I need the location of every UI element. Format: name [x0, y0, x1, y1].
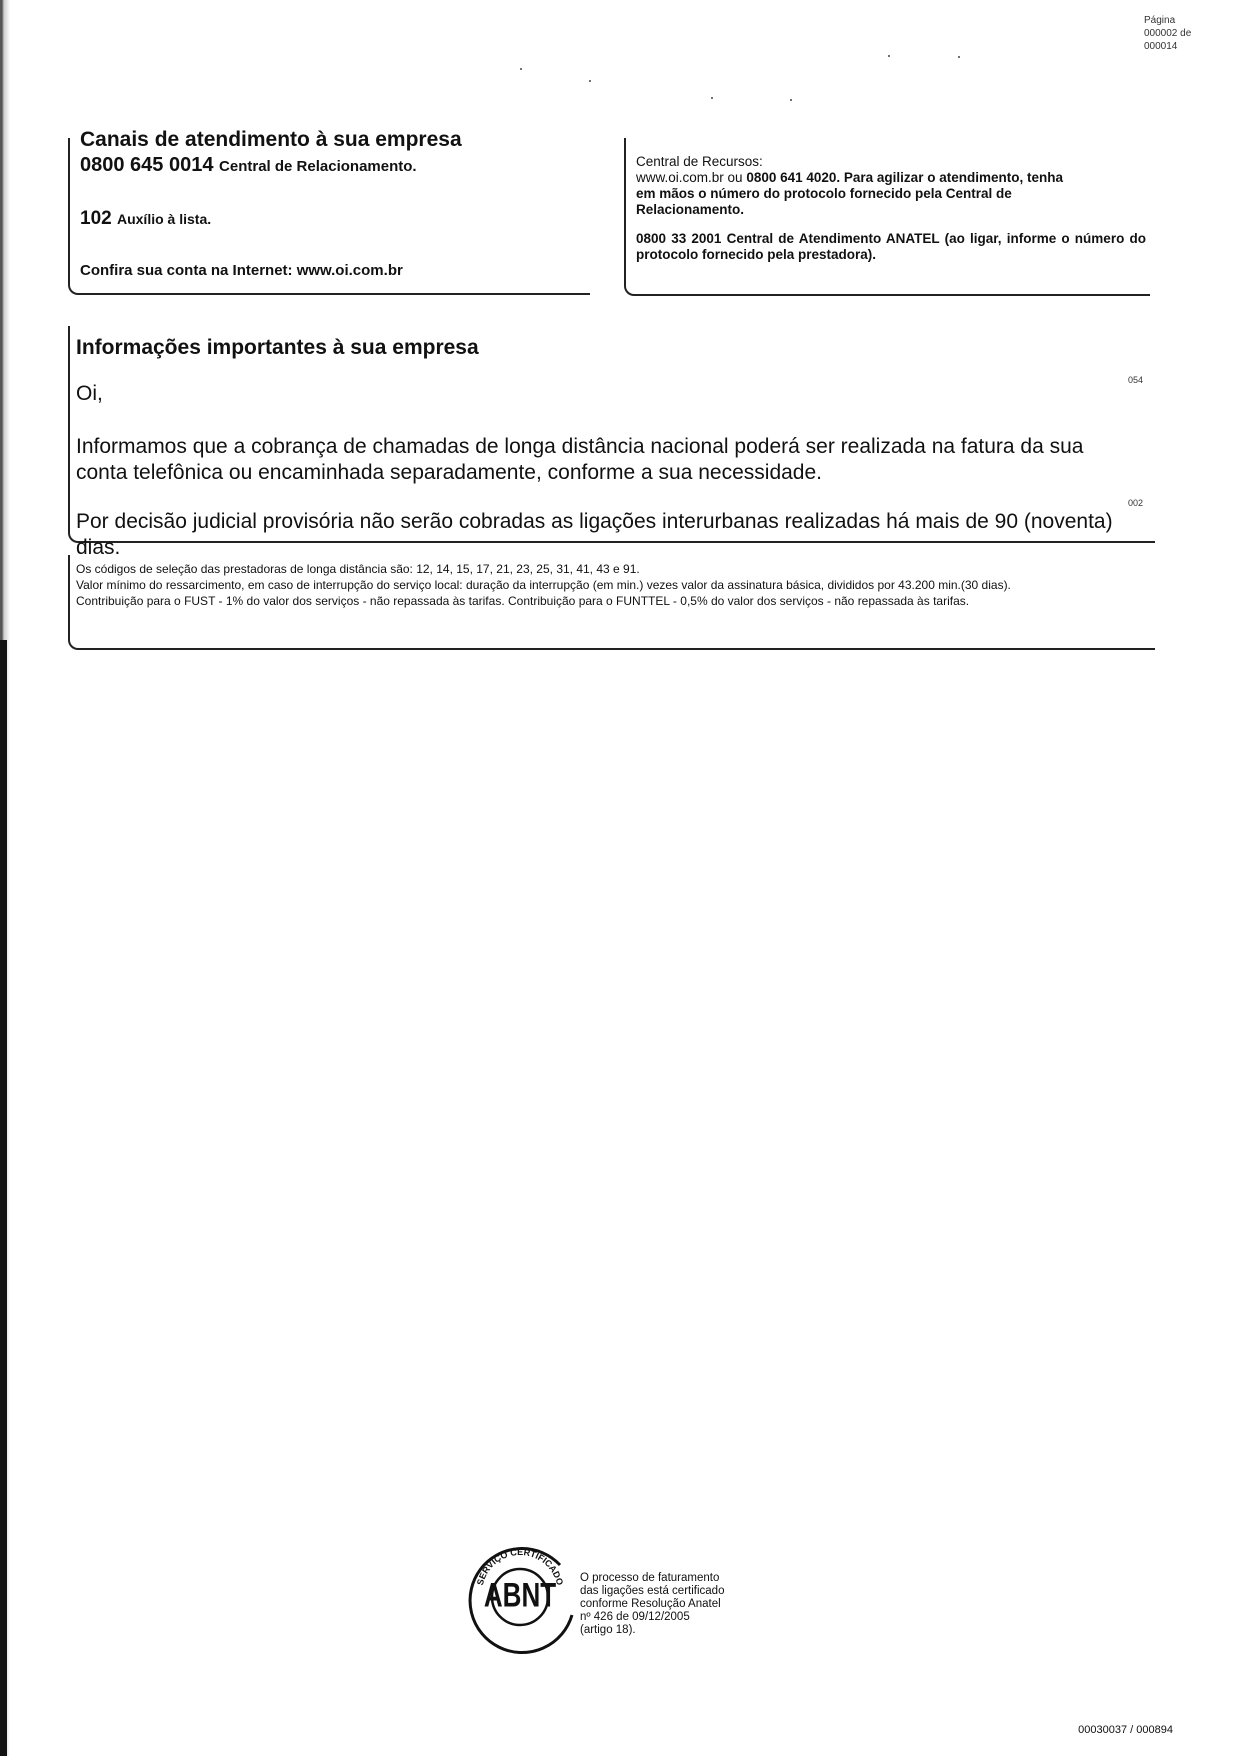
note-line-1: Os códigos de seleção das prestadoras de longa distância são: 12, 14, 15, 17, 21, 23, 25, 31, 41, 43 e 91.: [76, 562, 640, 576]
resources-line1: [636, 170, 1146, 186]
note-line-3: Contribuição para o FUST - 1% do valor dos serviços - não repassada às tarifas. Contribuição para o FUNTTEL - 0,5% do valor dos serviços - não repassada às tarifas.: [76, 594, 970, 608]
info-code-1: 054: [1128, 375, 1144, 385]
resources-line3: Relacionamento.: [636, 202, 745, 217]
abnt-seal-icon: [460, 1535, 580, 1655]
page-current: 000002 de: [1144, 28, 1192, 39]
notes-text: [76, 562, 1148, 610]
list-phone-number: 102: [80, 208, 112, 229]
resources-text: [636, 154, 1146, 218]
scan-speck: [958, 56, 960, 58]
resources-line1-phone: 0800 641 4020. Para agilizar o atendimento, tenha: [746, 170, 1063, 185]
page-total: 000014: [1144, 41, 1178, 52]
main-phone-number: 0800 645 0014: [80, 154, 214, 176]
scan-edge-dark: [0, 640, 7, 1756]
list-phone: [80, 208, 211, 230]
scan-speck: [888, 55, 890, 57]
main-phone-label: Central de Relacionamento.: [219, 158, 417, 175]
info-paragraph-2: Por decisão judicial provisória não serão cobradas as ligações interurbanas realizadas há mais de 90 (noventa) dias.: [76, 510, 1113, 559]
footer-code: 00030037 / 000894: [1078, 1724, 1173, 1736]
cert-line-4: nº 426 de 09/12/2005: [580, 1611, 690, 1623]
resources-title: Central de Recursos:: [636, 154, 763, 169]
seal-arc-text: SERVIÇO CERTIFICADO: [474, 1546, 566, 1587]
scan-speck: [790, 99, 792, 101]
info-paragraph-1: Informamos que a cobrança de chamadas de longa distância nacional poderá ser realizada na fatura da sua conta telefônica ou encaminhada separadamente, conforme a sua necessidade.: [76, 435, 1084, 484]
resources-line2: em mãos o número do protocolo fornecido pela Central de: [636, 186, 1012, 201]
channels-title: Canais de atendimento à sua empresa: [80, 128, 462, 151]
certification-text: [580, 1572, 760, 1637]
note-line-2: Valor mínimo do ressarcimento, em caso de interrupção do serviço local: duração da interrupção (em min.) vezes valor da assinatura básica, divididos por 43.200 min.(30 dias).: [76, 578, 1011, 592]
cert-line-5: (artigo 18).: [580, 1624, 636, 1636]
cert-line-1: O processo de faturamento: [580, 1572, 720, 1584]
info-title: Informações importantes à sua empresa: [76, 336, 479, 359]
scan-speck: [520, 68, 522, 70]
anatel-text: 0800 33 2001 Central de Atendimento ANATEL (ao ligar, informe o número do protocolo fornecido pela prestadora).: [636, 231, 1146, 262]
info-code-2: 002: [1128, 498, 1144, 508]
resources-line1-url: www.oi.com.br ou: [636, 170, 743, 185]
main-phone: [80, 154, 417, 177]
cert-line-3: conforme Resolução Anatel: [580, 1598, 721, 1610]
scan-speck: [589, 80, 591, 82]
list-phone-label: Auxílio à lista.: [116, 211, 212, 227]
scan-speck: [711, 97, 713, 99]
page-number: [1144, 14, 1224, 53]
cert-line-2: das ligações está certificado: [580, 1585, 725, 1597]
seal-center-text: ABNT: [483, 1577, 557, 1615]
page-label: Página: [1144, 15, 1176, 26]
greeting: Oi,: [76, 382, 103, 405]
internet-link-text: Confira sua conta na Internet: www.oi.com.br: [80, 262, 403, 279]
